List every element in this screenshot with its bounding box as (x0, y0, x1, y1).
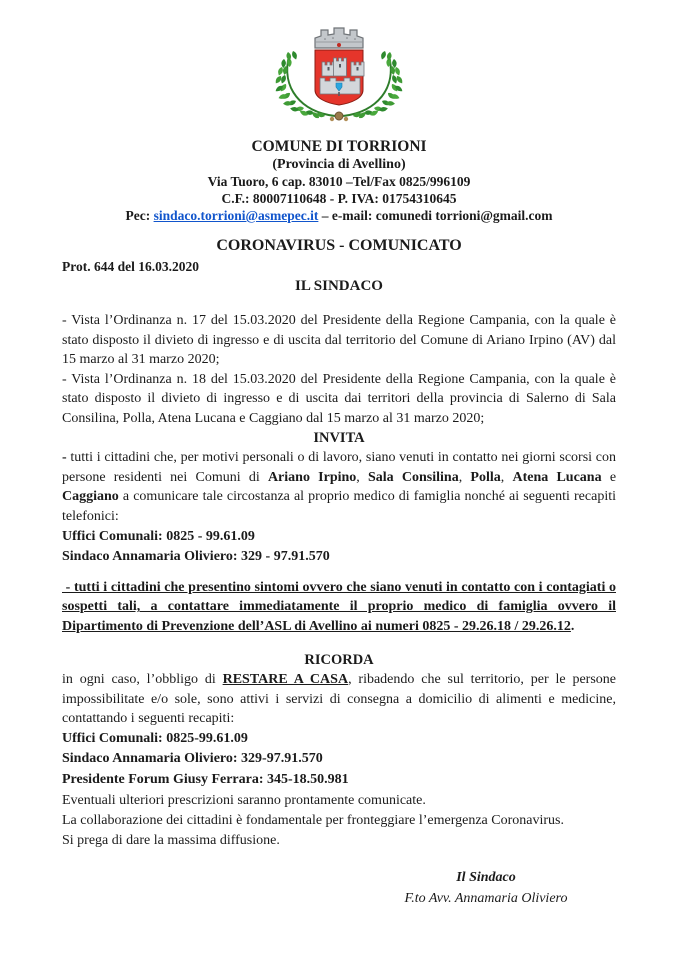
paragraph-alert: - tutti i cittadini che presentino sintomi ovvero che siano venuti in contatto con i contagiati o sospetti tali, a contattare immediatamente il proprio medico di famiglia ovvero il Dipartimento di Prevenzione dell’ASL di Avellino ai numeri 0825 - 29.26.18 / 29.26.12. (62, 579, 616, 634)
shield-icon (315, 50, 364, 105)
contact-line: Sindaco Annamaria Oliviero: 329 - 97.91.570 (62, 549, 330, 565)
heading-invita: INVITA (313, 429, 365, 446)
document-title: CORONAVIRUS - COMUNICATO (216, 237, 462, 254)
castle-icon (320, 58, 364, 94)
protocol-line: Prot. 644 del 16.03.2020 (62, 259, 199, 274)
document-subtitle: IL SINDACO (295, 278, 383, 294)
email-rest: – e-mail: comunedi torrioni@gmail.com (318, 208, 553, 223)
paragraph-vista-1: - Vista l’Ordinanza n. 17 del 15.03.2020 del Presidente della Regione Campania, con la quale è stato disposto il divieto di ingresso e di uscita dal territorio del Comune di Ariano Irpino (AV) dal 15 marzo al 31 marzo 2020; (62, 313, 616, 368)
paragraph-ricorda: in ogni caso, l’obbligo di RESTARE A CASA, ribadendo che sul territorio, per le persone impossibilitate e/o sole, sono attivi i servizi di consegna a domicilio di alimenti e medicine, contattando i seguenti recapiti: (62, 672, 616, 727)
letterhead (62, 137, 616, 224)
coat-of-arms-icon (259, 26, 419, 126)
contact-line: Presidente Forum Giusy Ferrara: 345-18.50.981 (62, 772, 349, 788)
closing-line: La collaborazione dei cittadini è fondamentale per fronteggiare l’emergenza Coronavirus. (62, 812, 564, 828)
document-body (62, 311, 616, 909)
pec-line (62, 207, 616, 224)
contact-line: Sindaco Annamaria Oliviero: 329-97.91.570 (62, 751, 323, 767)
province-line: (Provincia di Avellino) (272, 157, 406, 172)
signature-block (356, 867, 616, 909)
heading-ricorda: RICORDA (304, 651, 374, 668)
mural-crown-icon (315, 28, 363, 48)
fiscal-line: C.F.: 80007110648 - P. IVA: 01754310645 (221, 191, 457, 206)
pec-email-link[interactable]: sindaco.torrioni@asmepec.it (153, 208, 319, 223)
address-line: Via Tuoro, 6 cap. 83010 –Tel/Fax 0825/996109 (207, 174, 471, 189)
closing-line: Si prega di dare la massima diffusione. (62, 832, 280, 848)
closing-line: Eventuali ulteriori prescrizioni saranno prontamente comunicate. (62, 792, 426, 808)
signature-name: F.to Avv. Annamaria Oliviero (404, 890, 568, 906)
contact-line: Uffici Comunali: 0825-99.61.09 (62, 730, 248, 746)
municipality-name: COMUNE DI TORRIONI (251, 138, 427, 155)
pec-label: Pec: (125, 208, 154, 223)
paragraph-vista-2: - Vista l’Ordinanza n. 18 del 15.03.2020 del Presidente della Regione Campania, con la quale è stato disposto il divieto di ingresso e di uscita dai territori della provincia di Salerno di Sala Consilina, Polla, Atena Lucana e Caggiano dal 15 marzo al 31 marzo 2020; (62, 371, 616, 426)
paragraph-invita: - tutti i cittadini che, per motivi personali o di lavoro, siano venuti in contatto nei giorni scorsi con persone residenti nei Comuni di Ariano Irpino, Sala Consilina, Polla, Atena Lucana e Caggiano a comunicare tale circostanza al proprio medico di famiglia nonché ai seguenti recapiti telefonici: (62, 450, 617, 524)
contact-line: Uffici Comunali: 0825 - 99.61.09 (62, 528, 255, 544)
signature-role: Il Sindaco (456, 869, 516, 885)
municipal-crest (62, 26, 616, 131)
